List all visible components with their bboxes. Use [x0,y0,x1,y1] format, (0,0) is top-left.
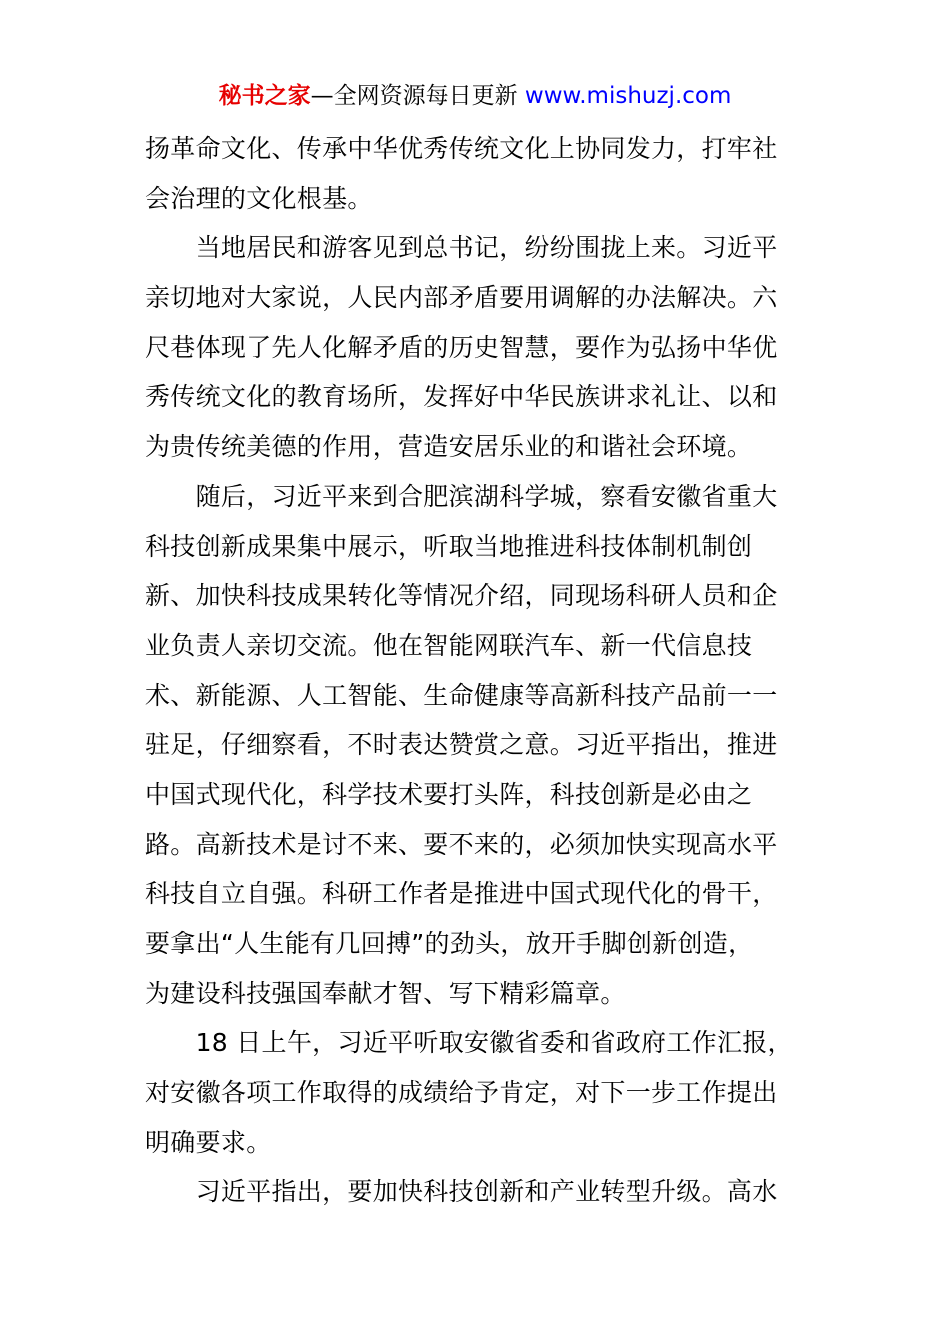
text-line: 亲切地对大家说，人民内部矛盾要用调解的办法解决。六 [145,283,778,313]
text-line: 随后，习近平来到合肥滨湖科学城，察看安徽省重大 [145,481,778,511]
text-line: 科技自立自强。科研工作者是推进中国式现代化的骨干， [145,879,778,909]
text-line: 驻足，仔细察看，不时表达赞赏之意。习近平指出，推进 [145,730,778,760]
text-line: 术、新能源、人工智能、生命健康等高新科技产品前一一 [145,680,778,710]
site-tagline: —全网资源每日更新 [310,83,525,109]
text-line: 18 日上午，习近平听取安徽省委和省政府工作汇报， [145,1028,793,1058]
text-line: 会治理的文化根基。 [145,183,373,213]
document-body [145,124,810,1217]
text-line: 秀传统文化的教育场所，发挥好中华民族讲求礼让、以和 [145,382,778,412]
text-line: 为建设科技强国奉献才智、写下精彩篇章。 [145,978,626,1008]
text-line: 明确要求。 [145,1127,272,1157]
text-line: 对安徽各项工作取得的成绩给予肯定，对下一步工作提出 [145,1078,778,1108]
text-line: 习近平指出，要加快科技创新和产业转型升级。高水 [145,1177,778,1207]
text-line: 为贵传统美德的作用，营造安居乐业的和谐社会环境。 [145,432,753,462]
text-line: 尺巷体现了先人化解矛盾的历史智慧，要作为弘扬中华优 [145,332,778,362]
text-line: 新、加快科技成果转化等情况介绍，同现场科研人员和企 [145,581,778,611]
text-line: 要拿出“人生能有几回搏”的劲头，放开手脚创新创造， [145,929,754,958]
text-line: 科技创新成果集中展示，听取当地推进科技体制机制创 [145,531,753,561]
text-line: 业负责人亲切交流。他在智能网联汽车、新一代信息技 [145,630,753,660]
text-line: 路。高新技术是讨不来、要不来的，必须加快实现高水平 [145,829,778,859]
text-line: 中国式现代化，科学技术要打头阵，科技创新是必由之 [145,779,753,809]
site-name: 秘书之家 [218,83,311,109]
site-header [0,80,950,112]
text-line: 扬革命文化、传承中华优秀传统文化上协同发力，打牢社 [145,134,778,163]
site-url-link[interactable]: www.mishuzj.com [524,83,732,109]
text-line: 当地居民和游客见到总书记，纷纷围拢上来。习近平 [145,233,778,263]
